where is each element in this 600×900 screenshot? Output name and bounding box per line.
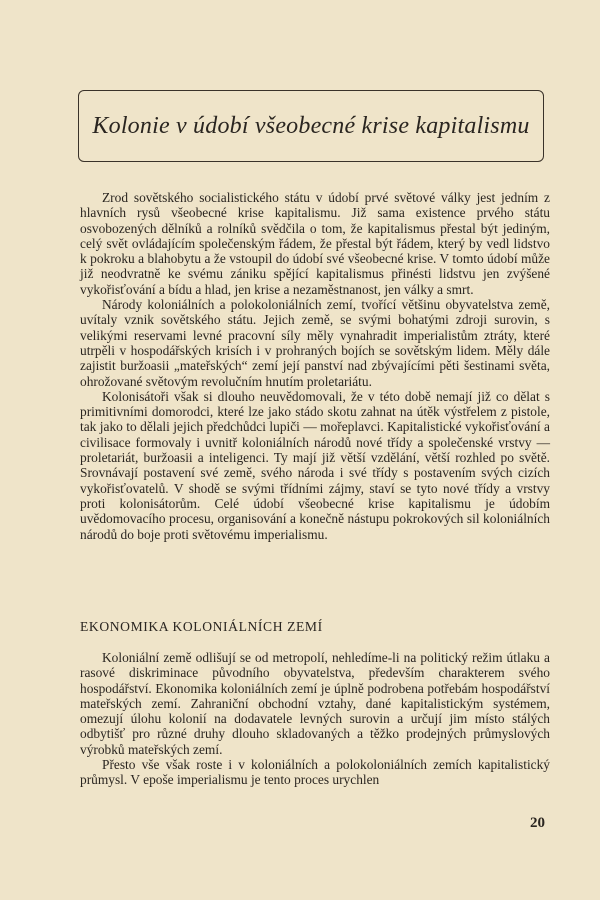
intro-text	[80, 190, 550, 542]
paragraph: Zrod sovětského socialistického státu v údobí prvé světové války jest jedním z hlavních rysů všeobecné krise kapitalismu. Již sama existence prvého státu osvobozených dělníků a rolníků svědčila o tom, že kapitalismus přestal být jediným, celý svět ovládajícím společenským řádem, že přestal být řádem, který by vedl lidstvo k pokroku a blahobytu a že vstoupil do údobí své všeobecné krise. V tomto údobí může již neodvratně ke svému zániku spějící kapitalismus přinésti lidstvu jen zvýšené vykořisťování a bídu a hlad, jen krise a nezaměstnanost, jen války a smrt.	[80, 190, 550, 297]
paragraph: Koloniální země odlišují se od metropolí, nehledíme-li na politický režim útlaku a rasové diskriminace původního obyvatelstva, především charakterem svého hospodářství. Ekonomika koloniálních zemí je úplně podrobena potřebám hospodářství mateřských zemí. Zahraniční obchodní vztahy, dané kapitalistickým systémem, omezují úlohu kolonií na dodavatele levných surovin a určují jim místo stálých odbytišť pro různé druhy dlouho skladovaných a těžko prodejných průmyslových výrobků mateřských zemí.	[80, 650, 550, 757]
paragraph: Přesto vše však roste i v koloniálních a polokoloniálních zemích kapitalistický průmysl. V epoše imperialismu je tento proces urychlen	[80, 757, 550, 788]
paragraph: Národy koloniálních a polokoloniálních zemí, tvořící většinu obyvatelstva země, uvítaly vznik sovětského státu. Jejich země, se svými bohatými zdroji surovin, s velikými reservami levné pracovní síly měly vynahradit imperialistům ztráty, které utrpěli v hospodářských krisích i v prohraných bojích se sovětským lidem. Měly dále zajistit buržoasii „mateřských“ zemí její panství nad zbývajícími pěti šestinami světa, ohrožované světovým revolučním hnutím proletariátu.	[80, 297, 550, 389]
section-heading: EKONOMIKA KOLONIÁLNÍCH ZEMÍ	[80, 619, 323, 634]
page-number: 20	[530, 815, 545, 831]
chapter-title: Kolonie v údobí všeobecné krise kapitalismu	[92, 112, 530, 139]
paragraph: Kolonisátoři však si dlouho neuvědomovali, že v této době nemají již co dělat s primitivními domorodci, které lze jako stádo skotu zahnat na útěk výstřelem z pistole, tak jako to dělali jejich předchůdci lupiči — mořeplavci. Kapitalistické vykořisťování a civilisace formovaly i uvnitř koloniálních národů nové třídy a společenské vrstvy — proletariát, buržoasii a inteligenci. Ty mají již větší vzdělání, větší rozhled po světě. Srovnávají postavení své země, svého národa i své třídy s postavením svých cizích vykořisťovatelů. V shodě se svými třídními zájmy, staví se tyto nové třídy a vrstvy proti kolonisátorům. Celé údobí všeobecné krise kapitalismu je údobím uvědomovacího procesu, organisování a konečně nástupu pokrokových sil koloniálních národů do boje proti světovému imperialismu.	[80, 388, 550, 542]
chapter-title-box	[78, 90, 544, 162]
section-text	[80, 650, 550, 788]
